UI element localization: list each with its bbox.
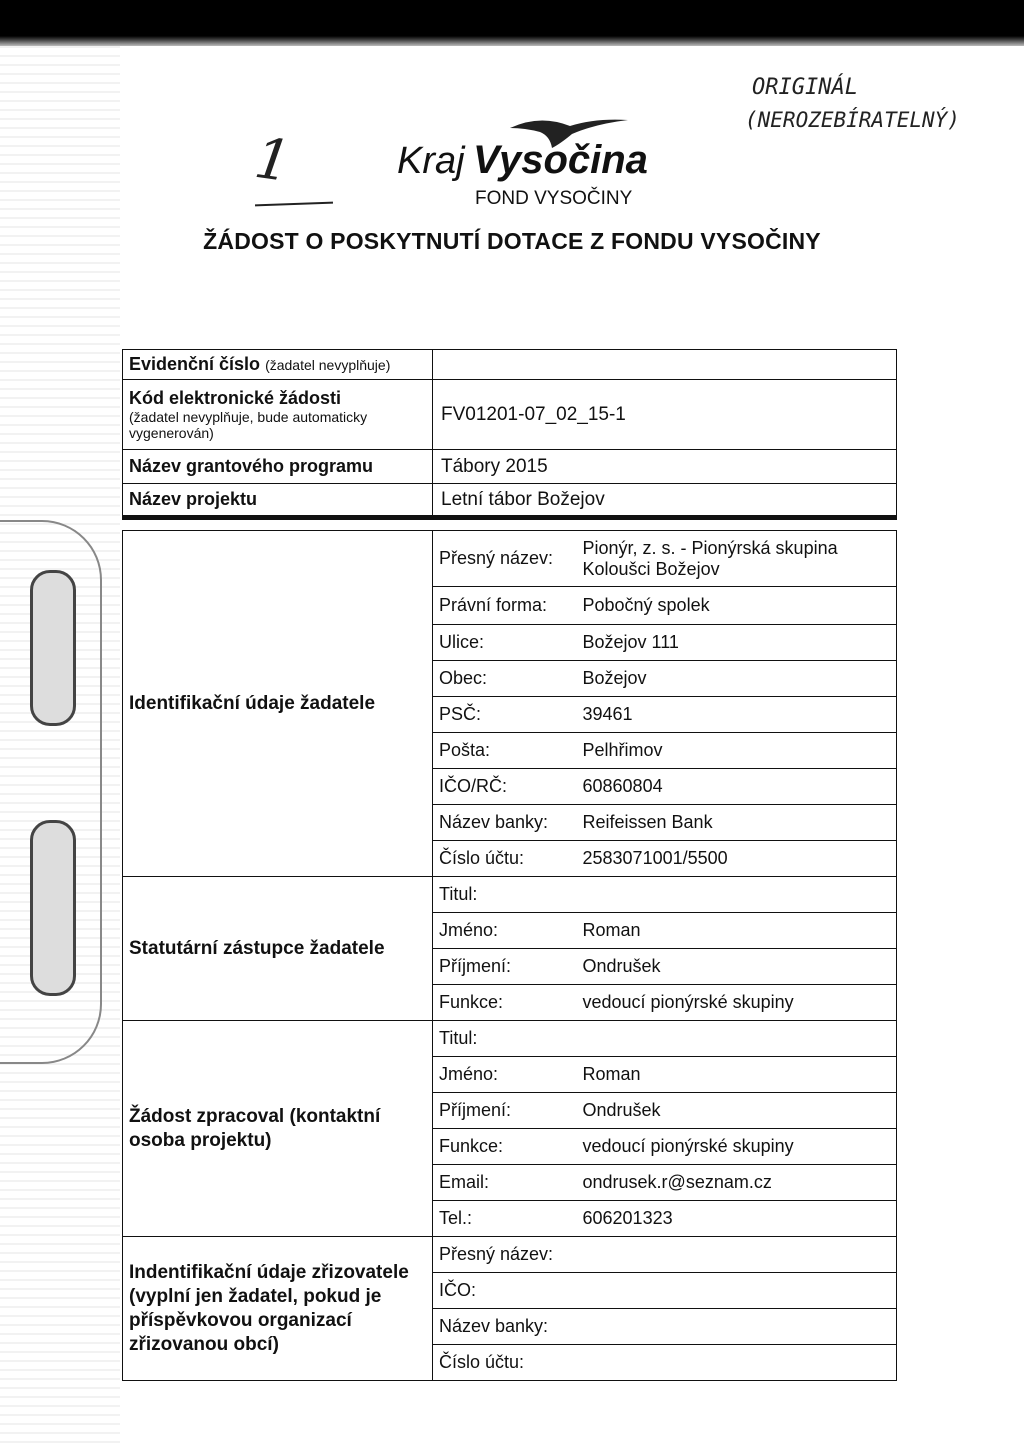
handwritten-note-nonremovable: (NEROZEBÍRATELNÝ) xyxy=(745,108,960,132)
field-value xyxy=(573,1345,897,1381)
application-header-table xyxy=(122,349,897,520)
field-value: ondrusek.r@seznam.cz xyxy=(573,1165,897,1201)
field-value: vedoucí pionýrské skupiny xyxy=(573,1129,897,1165)
field-value: Pobočný spolek xyxy=(573,587,897,625)
field-label: Název banky: xyxy=(433,1309,573,1345)
field-label: Titul: xyxy=(433,877,573,913)
field-label: Email: xyxy=(433,1165,573,1201)
kod-zadosti-value: FV01201-07_02_15-1 xyxy=(433,380,897,450)
field-value xyxy=(573,1309,897,1345)
section-title-statutar: Statutární zástupce žadatele xyxy=(123,877,433,1021)
table-row xyxy=(123,484,897,518)
table-row xyxy=(123,350,897,380)
program-label: Název grantového programu xyxy=(123,450,433,484)
field-label: Obec: xyxy=(433,661,573,697)
projekt-value: Letní tábor Božejov xyxy=(433,484,897,518)
section-title-zadatel: Identifikační údaje žadatele xyxy=(123,531,433,877)
projekt-label: Název projektu xyxy=(123,484,433,518)
field-value: 39461 xyxy=(573,697,897,733)
field-label: Právní forma: xyxy=(433,587,573,625)
field-label: Pošta: xyxy=(433,733,573,769)
field-label: Číslo účtu: xyxy=(433,841,573,877)
field-label: Tel.: xyxy=(433,1201,573,1237)
kod-zadosti-label: Kód elektronické žádosti (žadatel nevyplňuje, bude automaticky vygenerován) xyxy=(123,380,433,450)
field-label: Příjmení: xyxy=(433,1093,573,1129)
field-label: Funkce: xyxy=(433,1129,573,1165)
field-value: Roman xyxy=(573,1057,897,1093)
binder-clip-bar-lower xyxy=(30,820,76,996)
table-row xyxy=(123,1237,897,1273)
field-label: IČO/RČ: xyxy=(433,769,573,805)
field-value: 606201323 xyxy=(573,1201,897,1237)
program-value: Tábory 2015 xyxy=(433,450,897,484)
logo-subtitle: FOND VYSOČINY xyxy=(475,188,633,209)
field-label: Ulice: xyxy=(433,625,573,661)
field-label: PSČ: xyxy=(433,697,573,733)
field-value: Ondrušek xyxy=(573,949,897,985)
field-value: vedoucí pionýrské skupiny xyxy=(573,985,897,1021)
field-label: Přesný název: xyxy=(433,1237,573,1273)
field-value: Pionýr, z. s. - Pionýrská skupina Koloušci Božejov xyxy=(573,531,897,587)
handwritten-page-number: 1 xyxy=(250,125,295,196)
evidencni-cislo-label: Evidenční číslo (žadatel nevyplňuje) xyxy=(123,350,433,380)
field-value: Roman xyxy=(573,913,897,949)
field-label: Příjmení: xyxy=(433,949,573,985)
evidencni-cislo-value xyxy=(433,350,897,380)
document-title: ŽÁDOST O POSKYTNUTÍ DOTACE Z FONDU VYSOČINY xyxy=(203,228,821,254)
field-value xyxy=(573,1021,897,1057)
table-row xyxy=(123,531,897,587)
field-value: Božejov xyxy=(573,661,897,697)
field-label: Jméno: xyxy=(433,913,573,949)
binder-clip-bar-upper xyxy=(30,570,76,726)
field-label: Jméno: xyxy=(433,1057,573,1093)
table-row xyxy=(123,1021,897,1057)
section-title-zpracoval: Žádost zpracoval (kontaktní osoba projektu) xyxy=(123,1021,433,1237)
field-value xyxy=(573,877,897,913)
field-value: 2583071001/5500 xyxy=(573,841,897,877)
applicant-details-table xyxy=(122,530,897,1381)
field-label: Číslo účtu: xyxy=(433,1345,573,1381)
section-title-zrizovatel: Indentifikační údaje zřizovatele (vyplní jen žadatel, pokud je příspěvkovou organizací zřizovanou obcí) xyxy=(123,1237,433,1381)
logo-vysocina-text: Vysočina xyxy=(473,138,648,182)
field-label: Titul: xyxy=(433,1021,573,1057)
field-label: Přesný název: xyxy=(433,531,573,587)
table-row xyxy=(123,877,897,913)
field-value: 60860804 xyxy=(573,769,897,805)
field-value: Božejov 111 xyxy=(573,625,897,661)
field-value: Ondrušek xyxy=(573,1093,897,1129)
field-label: Název banky: xyxy=(433,805,573,841)
field-value: Pelhřimov xyxy=(573,733,897,769)
scan-top-bar xyxy=(0,0,1024,46)
field-label: IČO: xyxy=(433,1273,573,1309)
handwritten-underline xyxy=(255,202,333,207)
logo-kraj-text: Kraj xyxy=(397,140,465,182)
field-value xyxy=(573,1237,897,1273)
handwritten-note-original: ORIGINÁL xyxy=(752,75,858,100)
kraj-vysocina-logo xyxy=(395,110,655,210)
table-row xyxy=(123,450,897,484)
field-value: Reifeissen Bank xyxy=(573,805,897,841)
field-label: Funkce: xyxy=(433,985,573,1021)
table-row xyxy=(123,380,897,450)
field-value xyxy=(573,1273,897,1309)
